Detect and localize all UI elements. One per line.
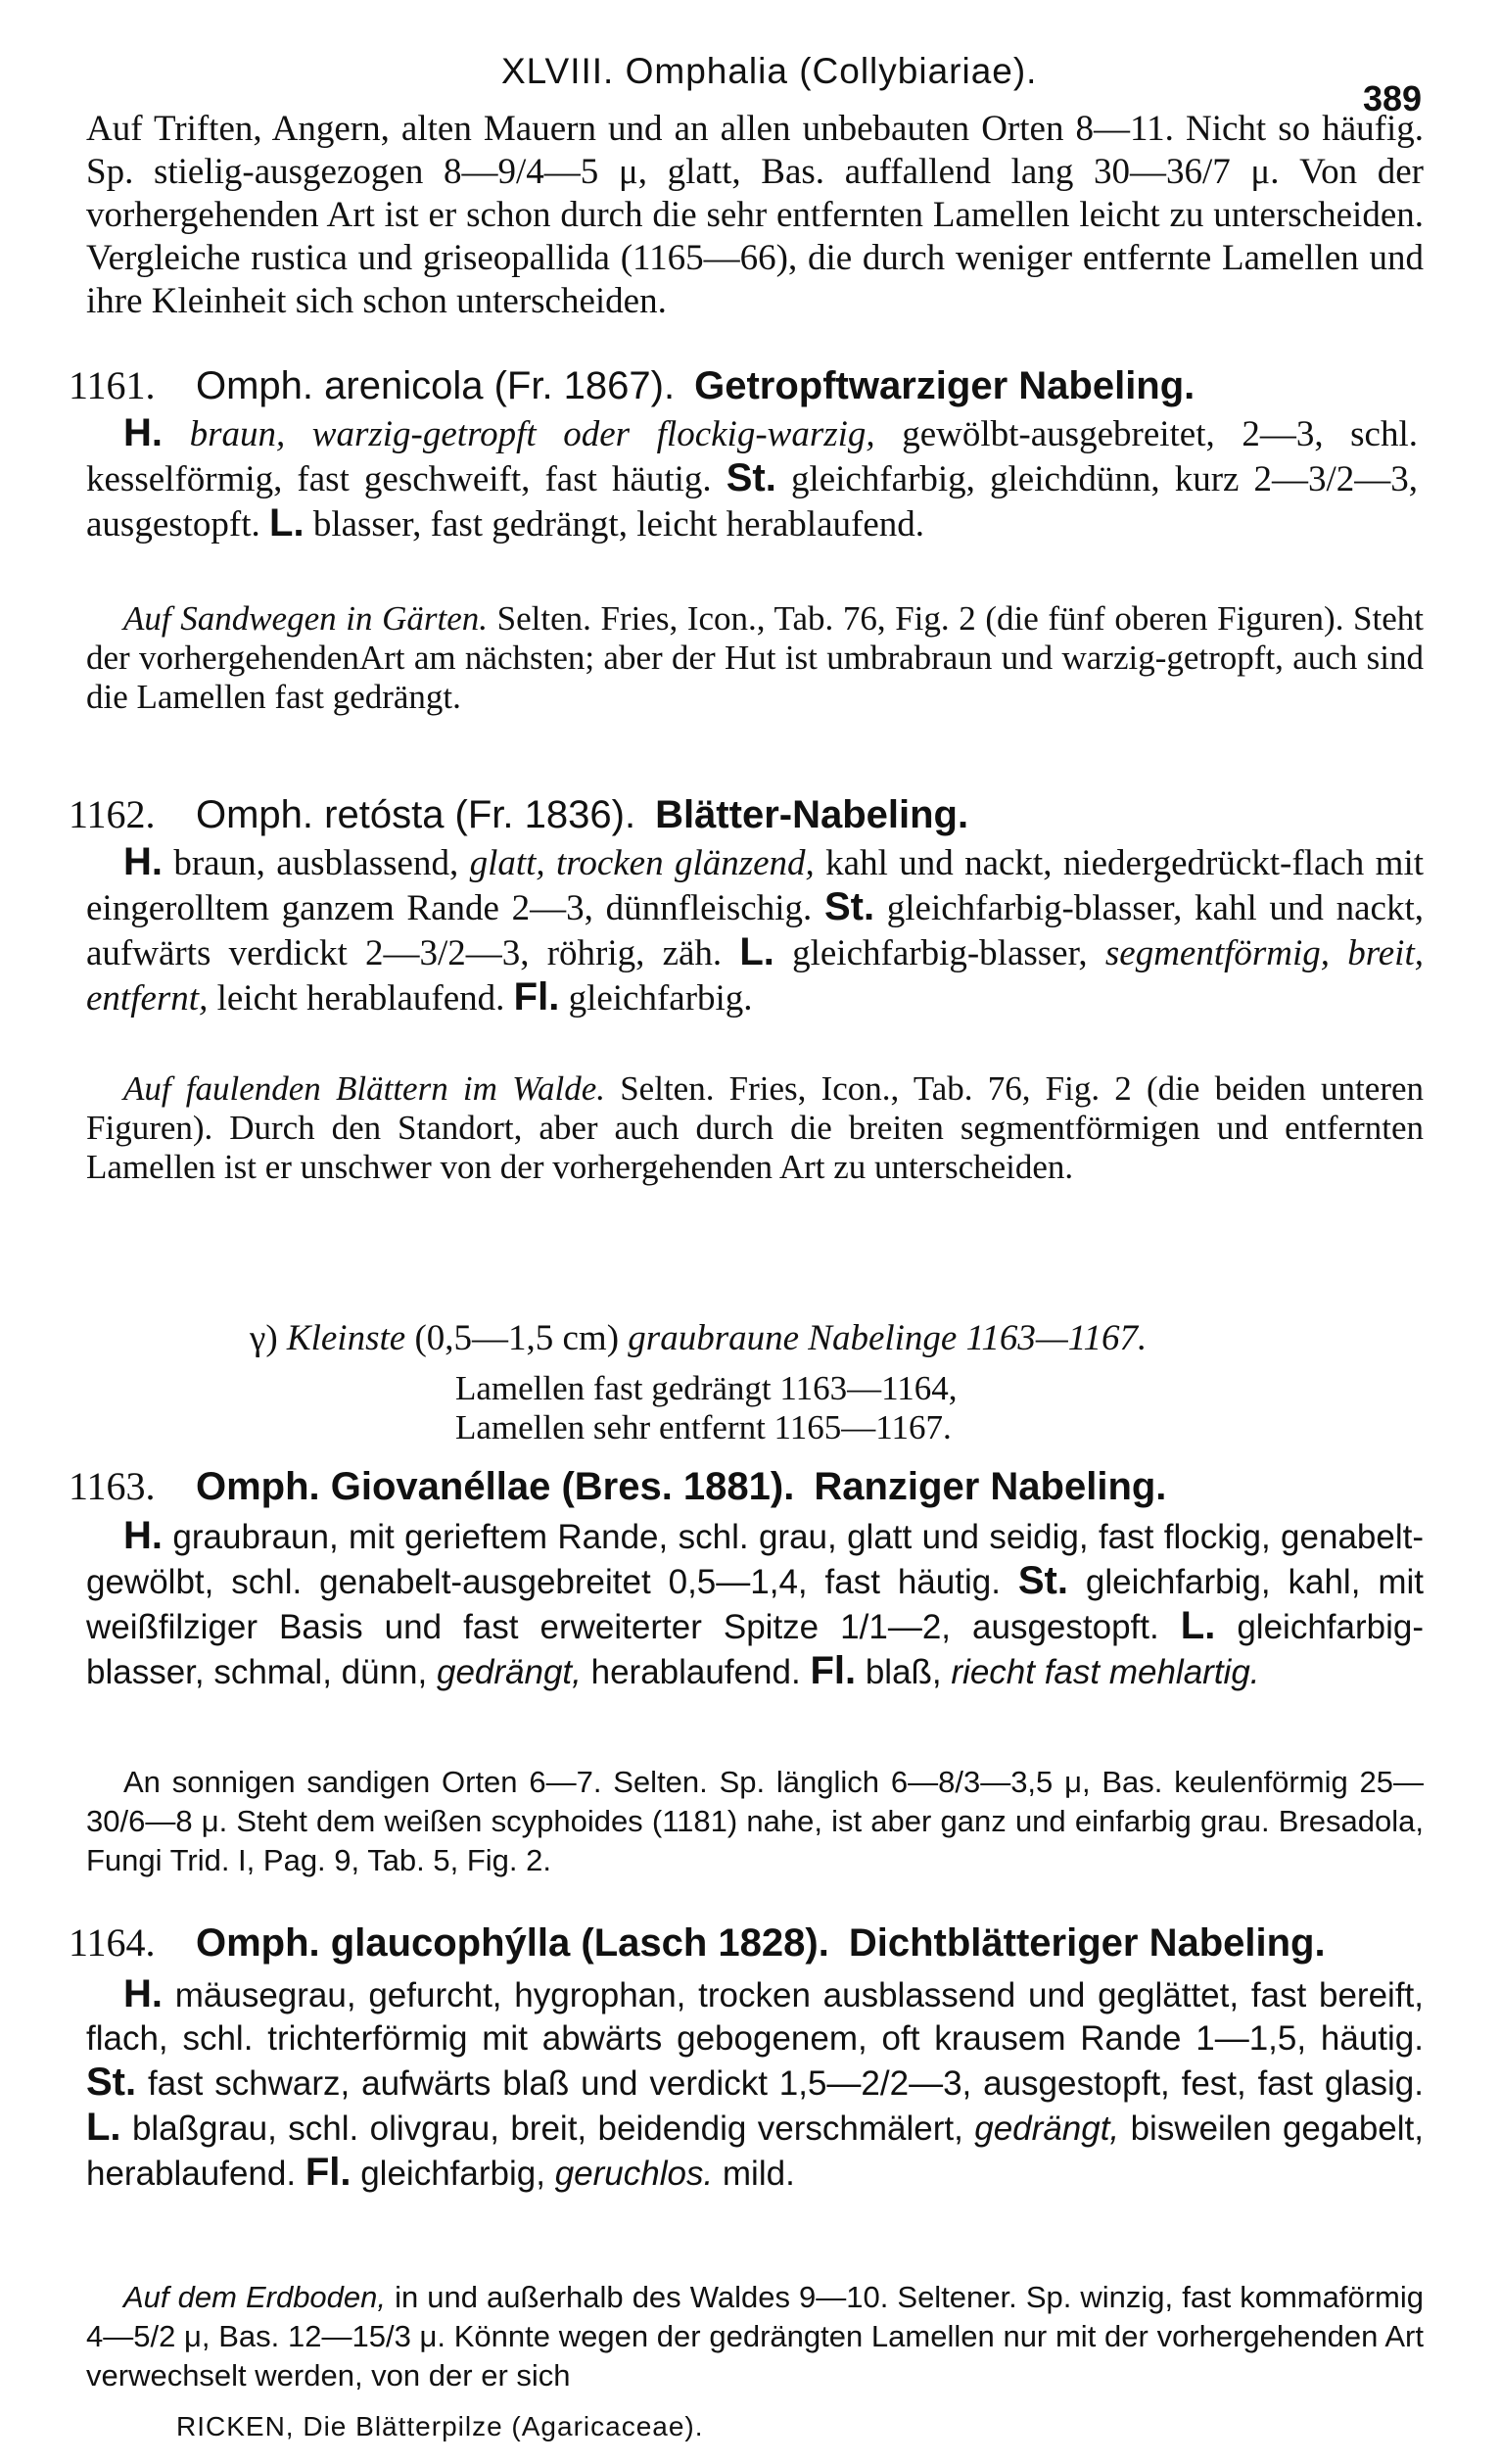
- gills-italic: segmentförmig, breit, entfernt,: [86, 933, 1424, 1019]
- stem-text: fast schwarz, aufwärts blaß und verdickt 1,5—2/2—3, ausgestopft, fest, fast glasig.: [147, 2064, 1424, 2103]
- gills-text-b: herablaufend.: [590, 1653, 801, 1691]
- entry-1164-habitat: [86, 2278, 1424, 2395]
- entry-1164-description: [86, 1972, 1424, 2196]
- key-heading: [250, 1317, 1147, 1360]
- label-hat: H.: [123, 1514, 163, 1557]
- label-stem: St.: [823, 885, 875, 928]
- gills-text: blaßgrau, schl. olivgrau, breit, beidendig verschmälert,: [131, 2109, 963, 2148]
- hat-italic: braun, warzig-getropft oder flockig-warzig,: [189, 414, 875, 454]
- hat-text: graubraun, mit gerieftem Rande, schl. grau, glatt und seidig, fast flockig, genabelt-gewölbt, schl. genabelt-ausgebreitet 0,5—1,4, fast häutig.: [86, 1518, 1424, 1601]
- habitat-text: Selten. Fries, Icon., Tab. 76, Fig. 2 (die beiden unteren Figuren). Durch den Standort, aber auch durch die breiten segmentförmigen und entfernten Lamellen ist er unschwer von der vorhergehenden Art zu unterscheiden.: [86, 1069, 1425, 1186]
- common-name: Blätter-Nabeling.: [655, 793, 969, 836]
- habitat-italic: Auf faulenden Blättern im Walde.: [123, 1069, 606, 1108]
- entry-1161-description: [86, 411, 1418, 546]
- species-name: Omph. Giovanéllae (Bres. 1881).: [196, 1465, 795, 1508]
- label-gills: L.: [269, 501, 305, 545]
- label-gills: L.: [86, 2106, 121, 2149]
- gills-text-b: bisweilen gegabelt, herablaufend.: [86, 2109, 1424, 2193]
- entry-1162-description: [86, 840, 1424, 1020]
- gills-text: blasser, fast gedrängt, leicht herablaufend.: [312, 504, 925, 545]
- habitat-italic: Auf Sandwegen in Gärten.: [123, 599, 488, 638]
- entry-1161-heading: [69, 362, 1430, 409]
- page-number: 389: [1363, 78, 1423, 118]
- gills-italic: gedrängt,: [974, 2109, 1120, 2148]
- label-flesh: Fl.: [305, 2151, 352, 2194]
- stem-text: gleichfarbig-blasser, kahl und nackt, aufwärts verdickt 2—3/2—3, röhrig, zäh.: [86, 888, 1425, 973]
- hat-italic: glatt, trocken glänzend,: [469, 843, 815, 883]
- hat-text-b: kahl und nackt, niedergedrückt-flach mit eingerolltem ganzem Rande 2—3, dünnfleischig.: [86, 843, 1425, 928]
- key-marker: γ): [250, 1318, 278, 1358]
- hat-text: mäusegrau, gefurcht, hygrophan, trocken ausblassend und geglättet, fast bereift, flach, schl. trichterförmig mit abwärts gebogenem, oft krausem Rande 1—1,5, häutig.: [86, 1976, 1424, 2058]
- gills-italic: gedrängt,: [436, 1653, 582, 1691]
- label-flesh: Fl.: [513, 975, 560, 1019]
- label-gills: L.: [1180, 1604, 1216, 1647]
- footer-signature: RICKEN, Die Blätterpilze (Agaricaceae).: [176, 2411, 704, 2441]
- entry-number: 1164.: [69, 1920, 156, 1965]
- habitat-italic: Auf dem Erdboden,: [123, 2280, 387, 2314]
- habitat-text: An sonnigen sandigen Orten 6—7. Selten. Sp. länglich 6—8/3—3,5 μ, Bas. keulenförmig 25—30/6—8 μ. Steht dem weißen scyphoides (1181) nahe, ist aber ganz und einfarbig grau. Bresadola, Fungi Trid. I, Pag. 9, Tab. 5, Fig. 2.: [86, 1765, 1424, 1877]
- label-stem: St.: [726, 456, 776, 499]
- label-flesh: Fl.: [810, 1649, 857, 1692]
- species-name: Omph. arenicola (Fr. 1867).: [196, 364, 676, 407]
- flesh-text-a: gleichfarbig,: [360, 2155, 545, 2193]
- gills-text: gleichfarbig-blasser, schmal, dünn,: [86, 1608, 1424, 1691]
- key-text: (0,5—1,5 cm): [414, 1318, 620, 1358]
- flesh-italic: riecht fast mehlartig.: [951, 1653, 1260, 1691]
- entry-number: 1161.: [69, 363, 156, 407]
- entry-1161-habitat: [86, 599, 1424, 717]
- flesh-text-b: mild.: [722, 2155, 795, 2193]
- entry-1163-description: [86, 1514, 1424, 1694]
- common-name: Ranziger Nabeling.: [814, 1465, 1167, 1508]
- label-hat: H.: [123, 840, 163, 883]
- habitat-text: Selten. Fries, Icon., Tab. 76, Fig. 2 (die fünf oberen Figuren). Steht der vorhergehendenArt am nächsten; aber der Hut ist umbrabraun und warzig-getropft, auch sind die Lamellen fast gedrängt.: [86, 599, 1425, 716]
- common-name: Getropftwarziger Nabeling.: [694, 364, 1195, 407]
- gills-text-a: gleichfarbig-blasser,: [792, 933, 1088, 973]
- label-stem: St.: [86, 2061, 137, 2104]
- label-gills: L.: [739, 930, 774, 973]
- label-hat: H.: [123, 411, 163, 454]
- entry-1163-heading: [69, 1463, 1430, 1510]
- flesh-text: gleichfarbig.: [568, 978, 753, 1019]
- entry-1162-habitat: [86, 1069, 1424, 1187]
- entry-1163-habitat: [86, 1763, 1424, 1880]
- common-name: Dichtblätteriger Nabeling.: [848, 1921, 1326, 1965]
- stem-text: gleichfarbig, kahl, mit weißfilziger Basis und fast erweiterter Spitze 1/1—2, ausgestopft.: [86, 1563, 1424, 1646]
- entry-number: 1163.: [69, 1464, 156, 1508]
- stem-text: gleichfarbig, gleichdünn, kurz 2—3/2—3, ausgestopft.: [86, 459, 1419, 545]
- flesh-text: blaß,: [865, 1653, 942, 1691]
- label-hat: H.: [123, 1972, 163, 2015]
- habitat-text: in und außerhalb des Waldes 9—10. Seltener. Sp. winzig, fast kommaförmig 4—5/2 μ, Bas. 12—15/3 μ. Könnte wegen der gedrängten Lamellen nur mit der vorhergehenden Art verwechselt werden, von der er sich: [86, 2280, 1424, 2393]
- entry-number: 1162.: [69, 792, 156, 836]
- label-stem: St.: [1017, 1559, 1068, 1602]
- intro-paragraph: [86, 108, 1424, 323]
- key-italic-a: Kleinste: [286, 1318, 406, 1358]
- running-title: XLVIII. Omphalia (Collybiariae).: [501, 51, 1038, 91]
- species-name: Omph. glaucophýlla (Lasch 1828).: [196, 1921, 829, 1965]
- hat-text-a: braun, ausblassend,: [173, 843, 459, 883]
- intro-text: Auf Triften, Angern, alten Mauern und an allen unbebauten Orten 8—11. Nicht so häufig. Sp. stielig-ausgezogen 8—9/4—5 μ, glatt, Bas. auffallend lang 30—36/7 μ. Von der vorhergehenden Art ist er schon durch die sehr entfernten Lamellen leicht zu unterscheiden. Vergleiche rustica und griseopallida (1165—66), die durch weniger entfernte Lamellen und ihre Kleinheit sich schon unterscheiden.: [86, 109, 1424, 321]
- key-italic-b: graubraune Nabelinge 1163—1167.: [628, 1318, 1148, 1358]
- hat-text: gewölbt-ausgebreitet, 2—3, schl. kesselförmig, fast geschweift, fast häutig.: [86, 414, 1419, 499]
- species-name: Omph. retósta (Fr. 1836).: [196, 793, 636, 836]
- entry-1164-heading: [69, 1919, 1430, 1966]
- flesh-italic: geruchlos.: [554, 2155, 714, 2193]
- key-line-2: Lamellen sehr entfernt 1165—1167.: [455, 1408, 952, 1446]
- entry-1162-heading: [69, 791, 1430, 838]
- key-line-1: Lamellen fast gedrängt 1163—1164,: [455, 1369, 958, 1407]
- gills-text-b: leicht herablaufend.: [216, 978, 505, 1019]
